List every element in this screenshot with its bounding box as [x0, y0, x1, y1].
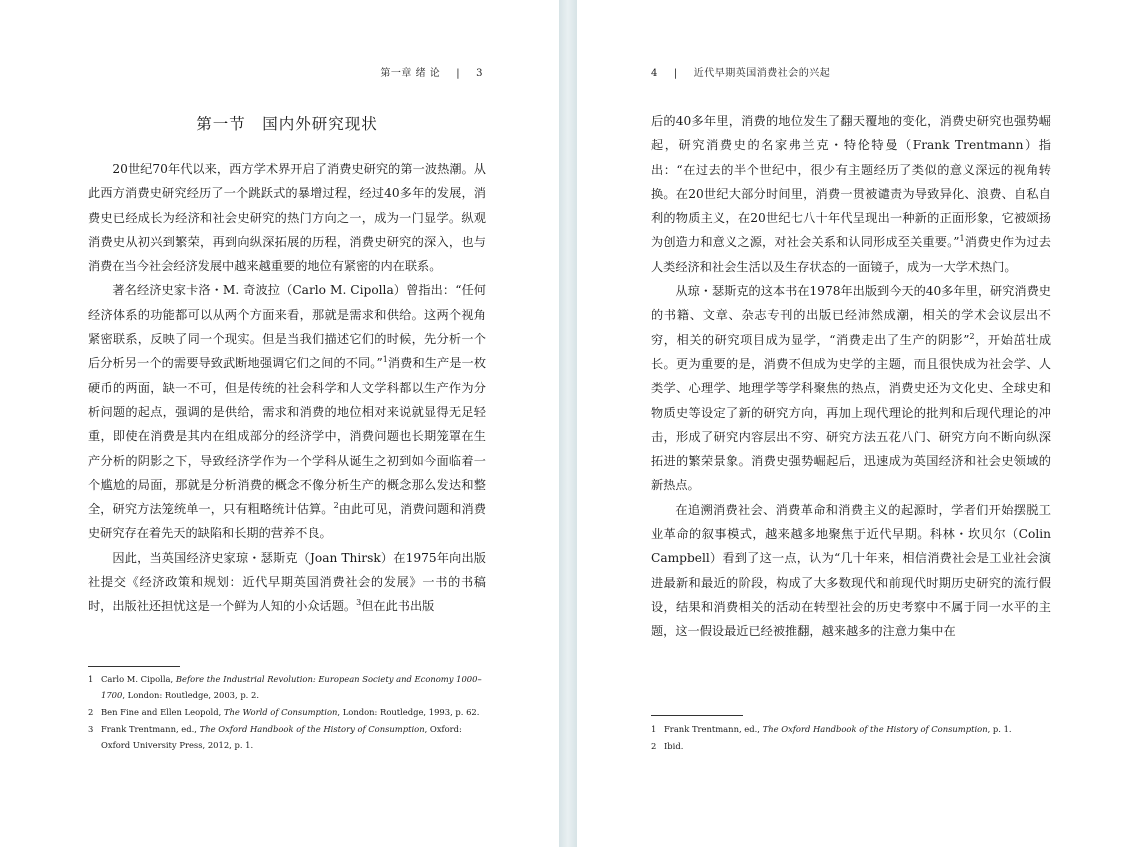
paragraph: 后的40多年里，消费的地位发生了翻天覆地的变化，消费史研究也强势崛起，研究消费史的名家弗兰克・特伦特曼（Frank Trentmann）指出：“在过去的半个世纪中，很少有主题经历了类似的意义深远的视角转换。在20世纪大部分时间里，消费一贯被谴责为导致异化、浪费、自私自利的物质主义，在20世纪七八十年代呈现出一种新的正面形象，它被颂扬为创造力和意义之源，对社会关系和认同形成至关重要。”$^1$消费史作为过去人类经济和社会生活以及生存状态的一面镜子，成为一大学术热门。 — [651, 114, 1051, 274]
footnotes — [651, 721, 1051, 755]
footnote: 1 Carlo M. Cipolla, Before the Industrial Revolution: European Society and Economy 1000–1700, London: Routledge, 2003, p. 2. — [88, 674, 482, 700]
right-page — [577, 0, 1137, 847]
footnote: 3 Frank Trentmann, ed., The Oxford Handbook of the History of Consumption, Oxford: Oxford University Press, 2012, p. 1. — [88, 724, 462, 750]
footnote: 2 Ibid. — [651, 741, 684, 751]
book-title: 近代早期英国消费社会的兴起 — [693, 68, 831, 79]
paragraph: 在追溯消费社会、消费革命和消费主义的起源时，学者们开始摆脱工业革命的叙事模式，越来越多地聚焦于近代早期。科林・坎贝尔（Colin Campbell）看到了这一点，认为“几十年来，相信消费社会是工业社会演进最新和最近的阶段，构成了大多数现代和前现代时期历史研究的流行假设，结果和消费相关的活动在转型社会的历史考察中不属于同一水平的主题，这一假设最近已经被推翻，越来越多的注意力集中在 — [651, 502, 1051, 639]
footnote-ref[interactable]: 2 — [333, 501, 339, 511]
footnote-rule — [88, 666, 180, 667]
paragraph: 20世纪70年代以来，西方学术界开启了消费史研究的第一波热潮。从此西方消费史研究经历了一个跳跃式的暴增过程，经过40多年的发展，消费史已经成长为经济和社会史研究的热门方向之一，成为一门显学。纵观消费史从初兴到繁荣，再到向纵深拓展的历程，消费史研究的深入，也与消费在当今社会经济发展中越来越重要的地位有紧密的内在联系。 — [88, 162, 486, 274]
running-head — [380, 64, 483, 79]
footnote-ref[interactable]: 3 — [356, 598, 362, 608]
head-separator: | — [673, 68, 678, 79]
paragraph: 从琼・瑟斯克的这本书在1978年出版到今天的40多年里，研究消费史的书籍、文章、杂志专刊的出版已经沛然成潮，相关的学术会议层出不穷，相关的研究项目成为显学，“消费走出了生产的阴影”$^2$，开始茁壮成长。更为重要的是，消费不但成为史学的主题，而且很快成为社会学、人类学、心理学、地理学等学科聚焦的热点，消费史还为文化史、全球史和物质史等设定了新的研究方向，再加上现代理论的批判和后现代理论的冲击，形成了研究内容层出不穷、研究方法五花八门、研究方向不断向纵深拓进的繁荣景象。消费史强势崛起后，迅速成为英国经济和社会史领域的新热点。 — [651, 284, 1052, 493]
page-number: 3 — [476, 68, 483, 79]
page-gutter — [559, 0, 577, 847]
footnote-ref[interactable]: 1 — [382, 355, 388, 365]
footnote-rule — [651, 715, 743, 716]
chapter-title: 第一章 绪 论 — [380, 68, 441, 79]
paragraph: 因此，当英国经济史家琼・瑟斯克（Joan Thirsk）在1975年向出版社提交《经济政策和规划：近代早期英国消费社会的发展》一书的书稿时，出版社还担忧这是一个鲜为人知的小众话题。$^3$但在此书出版 — [88, 550, 486, 614]
footnote-ref[interactable]: 2 — [969, 331, 975, 341]
footnote: 2 Ben Fine and Ellen Leopold, The World of Consumption, London: Routledge, 1993, p. 62. — [88, 707, 480, 717]
page-number: 4 — [651, 68, 658, 79]
head-separator: | — [456, 68, 461, 79]
running-head — [651, 64, 830, 79]
footnote: 1 Frank Trentmann, ed., The Oxford Handbook of the History of Consumption, p. 1. — [651, 724, 1012, 734]
paragraph: 著名经济史家卡洛・M. 奇波拉（Carlo M. Cipolla）曾指出：“任何经济体系的功能都可以从两个方面来看，那就是需求和供给。这两个视角紧密联系，反映了同一个现实。但是当我们描述它们的时候，先分析一个后分析另一个的需要导致武断地强调它们之间的不同。”$^1$消费和生产是一枚硬币的两面，缺一不可，但是传统的社会科学和人文学科都以生产作为分析问题的起点，强调的是供给，需求和消费的地位相对来说就显得无足轻重，即使在消费是其内在组成部分的经济学中，消费问题也长期笼罩在生产分析的阴影之下，导致经济学作为一个学科从诞生之初到如今面临着一个尴尬的局面，那就是分析消费的概念不像分析生产的概念那么发达和整全，研究方法笼统单一，只有粗略统计估算。$^2$由此可见，消费问题和消费史研究存在着先天的缺陷和长期的营养不良。 — [88, 283, 487, 541]
left-page — [0, 0, 559, 847]
section-title: 第一节 国内外研究现状 — [196, 115, 378, 133]
footnotes — [88, 671, 486, 754]
footnote-ref[interactable]: 1 — [959, 234, 965, 244]
body-text — [651, 109, 1051, 644]
body-text — [88, 157, 486, 619]
